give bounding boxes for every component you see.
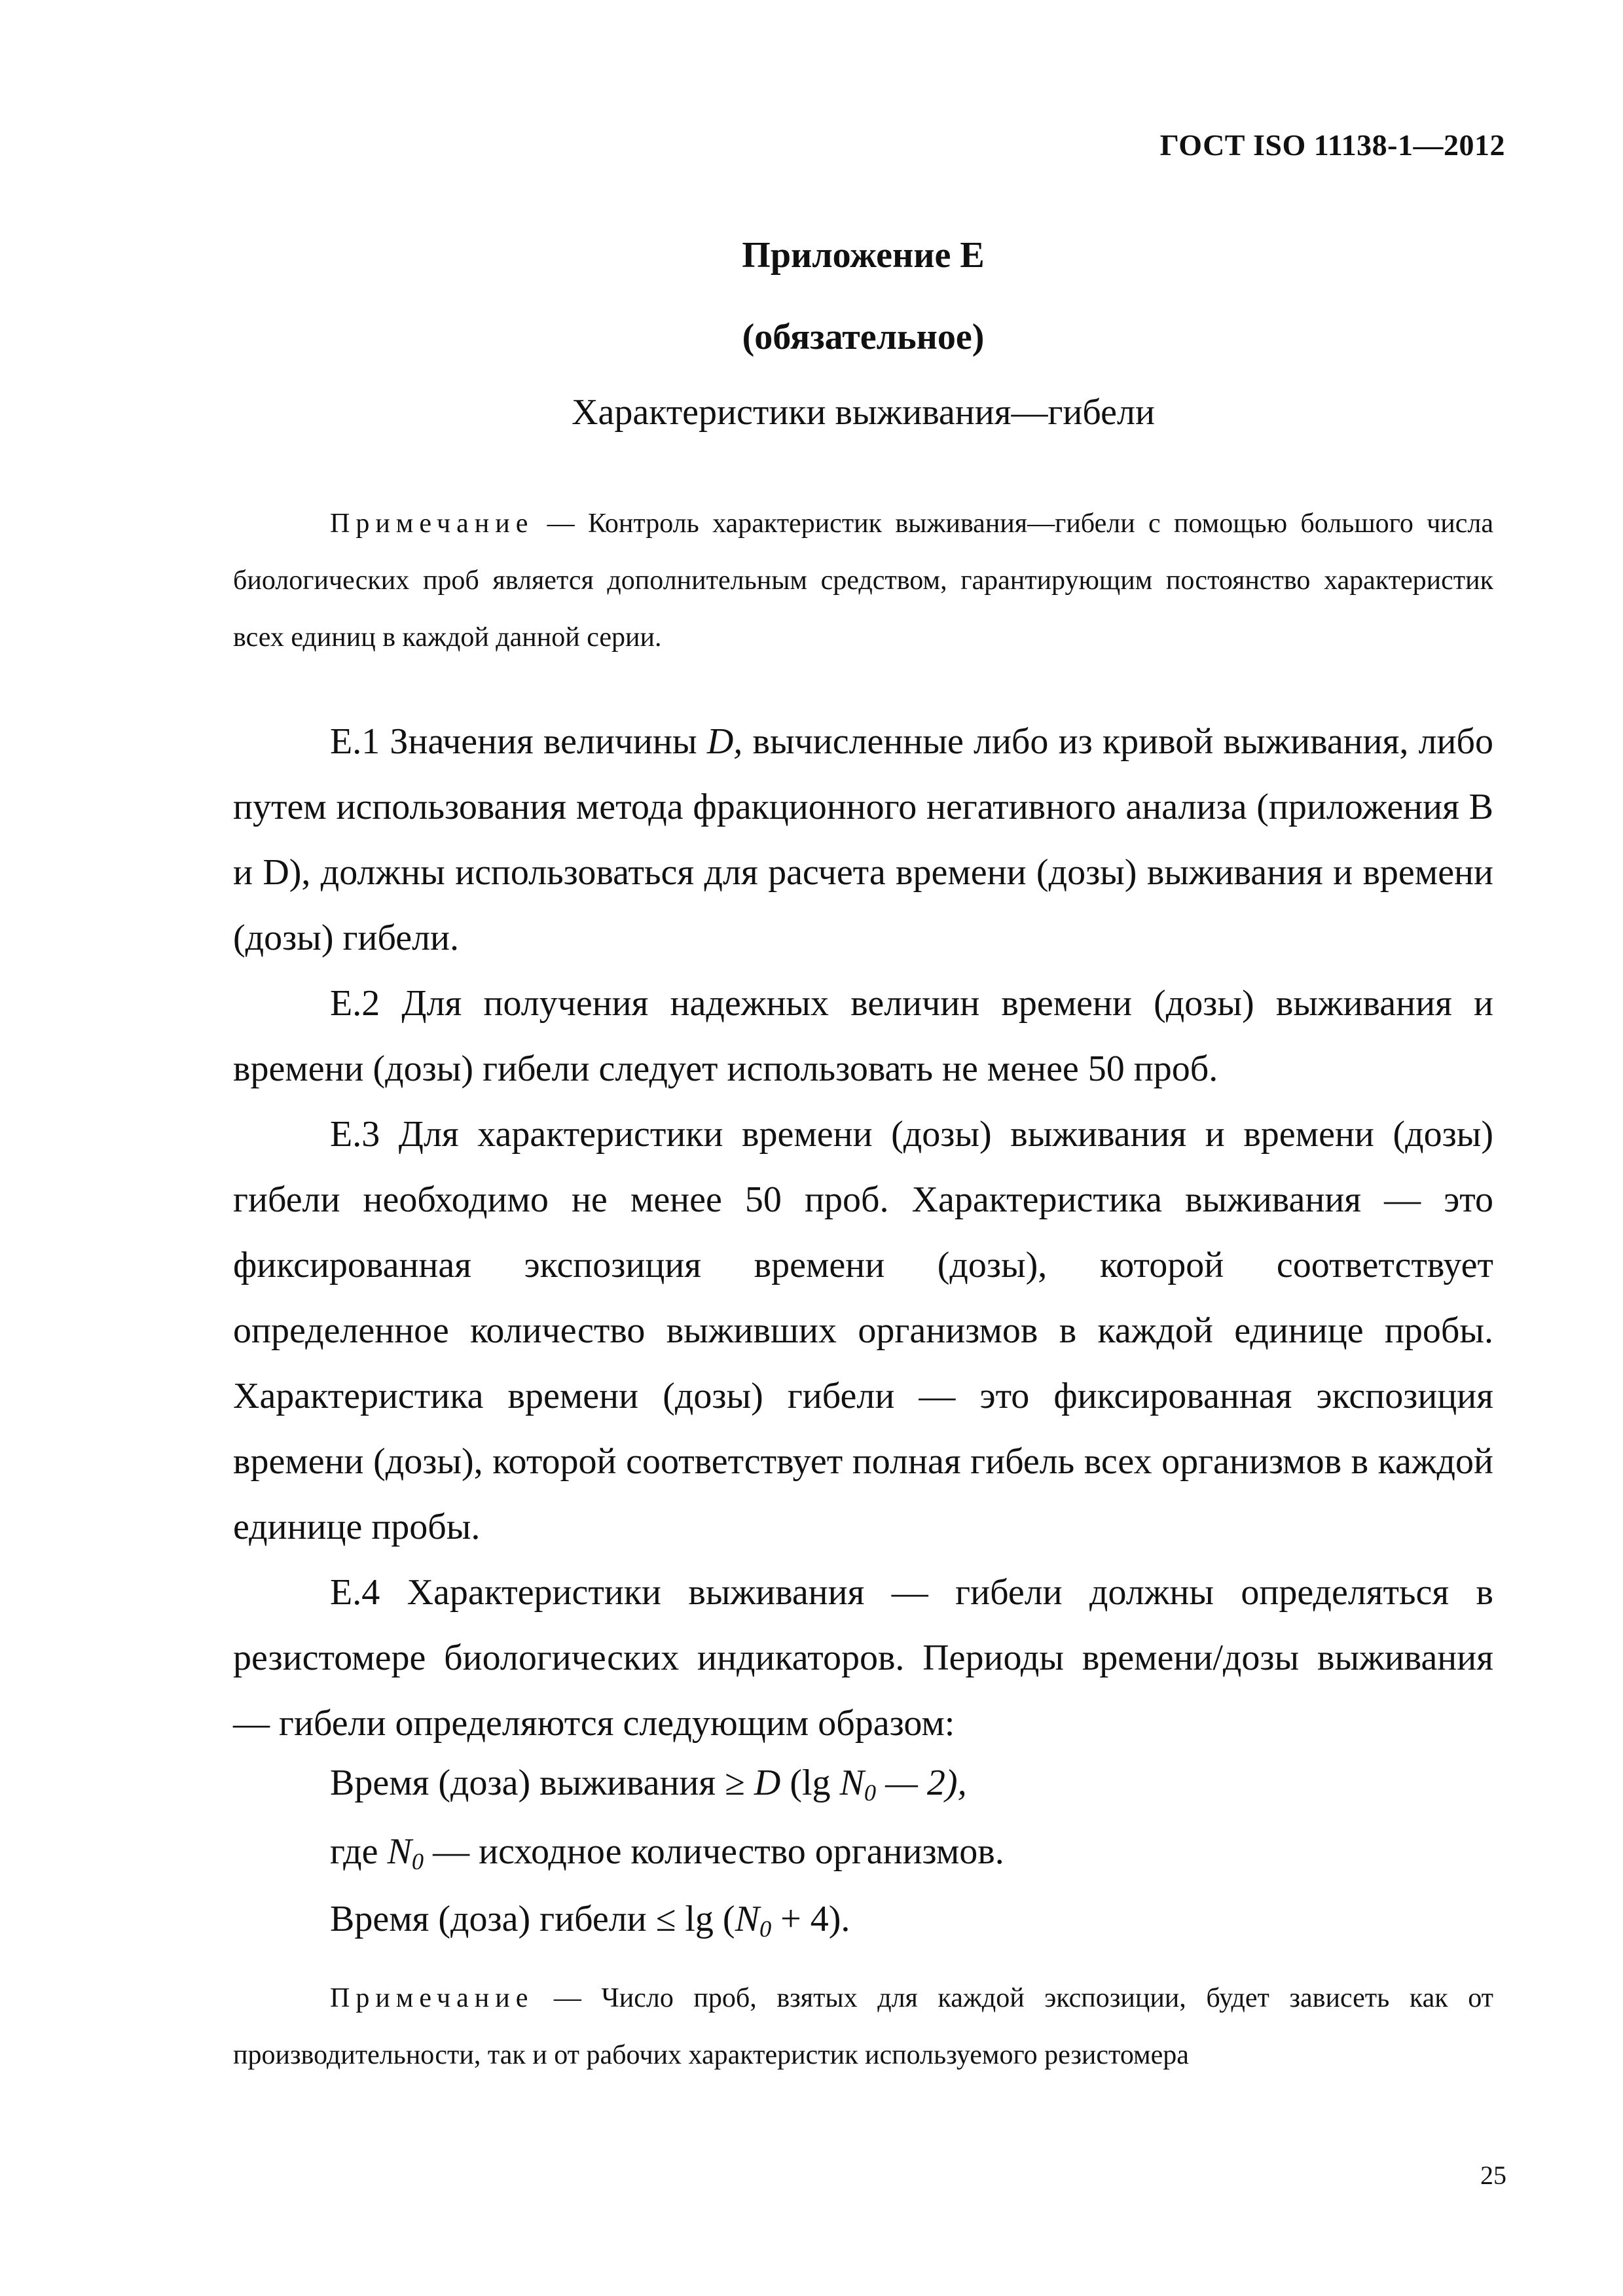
appendix-title: Приложение Е: [742, 235, 985, 276]
formula-kill-prefix: Время (доза) гибели ≤ lg (: [330, 1899, 735, 1939]
formula-where-prefix: где: [330, 1831, 388, 1872]
formula-kill-sub: 0: [759, 1916, 772, 1943]
note-2-dash: —: [534, 1983, 602, 2013]
page-number: 25: [1480, 2161, 1506, 2190]
formula-where: [330, 1831, 1004, 1875]
formula-survival-prefix: Время (доза) выживания ≥: [330, 1763, 754, 1803]
document-code: ГОСТ ISO 11138-1—2012: [1159, 128, 1505, 162]
appendix-status: (обязательное): [742, 317, 985, 357]
formula-survival-tail: — 2),: [876, 1763, 967, 1803]
paragraph-e1: [233, 709, 1493, 971]
paragraph-e1-start: Е.1 Значения величины: [330, 721, 707, 762]
note-1-dash: —: [534, 509, 588, 539]
appendix-name: Характеристики выживания—гибели: [572, 392, 1155, 433]
note-1: [233, 495, 1493, 666]
formula-survival: [330, 1762, 967, 1806]
formula-kill-tail: + 4).: [771, 1899, 850, 1939]
formula-where-n: N: [387, 1831, 412, 1872]
main-paragraphs: [233, 709, 1493, 1756]
formula-survival-lg: (lg: [780, 1763, 840, 1803]
formula-where-text: — исходное количество организмов.: [424, 1831, 1004, 1872]
paragraph-e2: Е.2 Для получения надежных величин времени (дозы) выживания и времени (дозы) гибели следует использовать не менее 50 проб.: [233, 983, 1493, 1089]
note-2-body: [233, 1970, 1493, 2084]
note-2: [233, 1970, 1493, 2084]
note-2-text: Число проб, взятых для каждой экспозиции, будет зависеть как от производительности, так и от рабочих характеристик используемого резистомера: [233, 1983, 1494, 2070]
formula-kill: [330, 1898, 850, 1943]
note-1-label: Примечание: [330, 509, 534, 539]
note-2-label: Примечание: [330, 1983, 534, 2013]
paragraph-e3: Е.3 Для характеристики времени (дозы) выживания и времени (дозы) гибели необходимо не менее 50 проб. Характеристика выживания — это фиксированная экспозиция времени (дозы), которой соответствует определенное количество выживших организмов в каждой единице пробы. Характеристика времени (дозы) гибели — это фиксированная экспозиция времени (дозы), которой соответствует полная гибель всех организмов в каждой единице пробы.: [233, 1114, 1493, 1547]
note-1-body: [233, 495, 1493, 666]
formula-survival-sub: 0: [864, 1780, 877, 1806]
paragraph-e4: Е.4 Характеристики выживания — гибели должны определяться в резистомере биологических индикаторов. Периоды времени/дозы выживания — гибели определяются следующим образом:: [233, 1572, 1493, 1744]
formula-survival-d: D: [754, 1763, 781, 1803]
formula-survival-n: N: [839, 1763, 864, 1803]
paragraph-e1-end: вычисленные либо из кривой выживания, либо путем использования метода фракционного негативного анализа (приложения В и D), должны использоваться для расчета времени (дозы) выживания и времени (дозы) гибели.: [233, 721, 1494, 958]
note-1-text: Контроль характеристик выживания—гибели с помощью большого числа биологических проб является дополнительным средством, гарантирующим постоянство характеристик всех единиц в каждой данной серии.: [233, 509, 1493, 653]
formula-kill-n: N: [735, 1899, 759, 1939]
formula-where-sub: 0: [411, 1848, 424, 1875]
variable-d: D,: [706, 721, 743, 762]
